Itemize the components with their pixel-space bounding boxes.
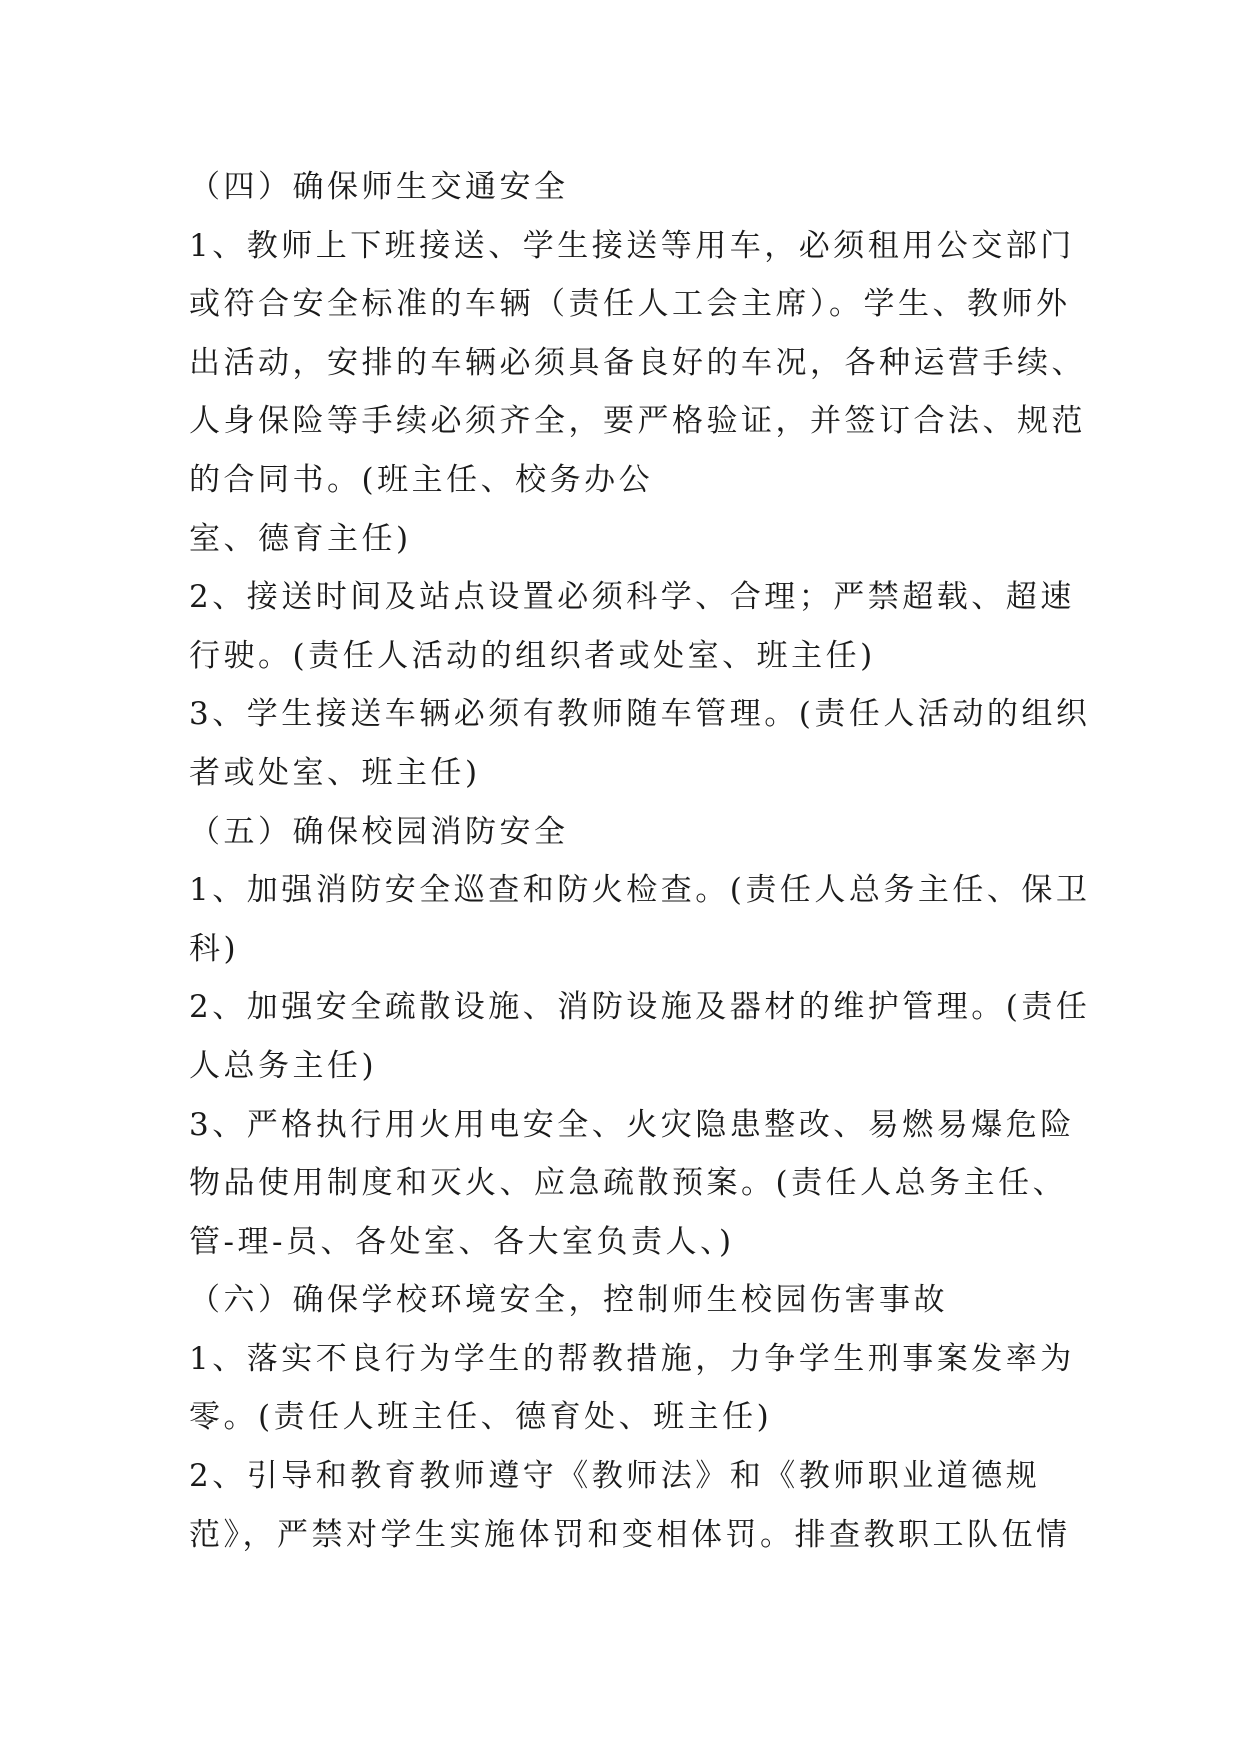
paragraph-line: 的合同书。(班主任、校务办公 (189, 461, 654, 498)
paragraph-line: 2、接送时间及站点设置必须科学、合理；严禁超载、超速 (189, 579, 1075, 616)
section-heading-environment: （六）确保学校环境安全，控制师生校园伤害事故 (189, 1282, 948, 1319)
paragraph-line: 1、加强消防安全巡查和防火检查。(责任人总务主任、保卫 (189, 872, 1091, 909)
paragraph-line: 或符合安全标准的车辆（责任人工会主席）。学生、教师外 (189, 286, 1071, 323)
paragraph-line: 出活动，安排的车辆必须具备良好的车况，各种运营手续、 (189, 344, 1086, 381)
paragraph-line: 科) (189, 930, 240, 967)
paragraph-line: 零。(责任人班主任、德育处、班主任) (189, 1399, 773, 1436)
paragraph-line: 2、引导和教育教师遵守《教师法》和《教师职业道德规 (189, 1458, 1041, 1495)
paragraph-line: 者或处室、班主任) (189, 754, 481, 791)
section-heading-traffic: （四）确保师生交通安全 (189, 169, 569, 205)
paragraph-line: 1、教师上下班接送、学生接送等用车，必须租用公交部门 (189, 227, 1075, 264)
paragraph-line: 室、德育主任) (189, 520, 412, 557)
paragraph-line: 范》，严禁对学生实施体罚和变相体罚。排查教职工队伍情 (189, 1516, 1071, 1553)
paragraph-line: 物品使用制度和灭火、应急疏散预案。(责任人总务主任、 (189, 1165, 1068, 1202)
paragraph-line: 3、学生接送车辆必须有教师随车管理。(责任人活动的组织 (189, 696, 1091, 733)
paragraph-line: 管-理-员、各处室、各大室负责人、) (189, 1223, 735, 1260)
paragraph-line: 2、加强安全疏散设施、消防设施及器材的维护管理。(责任 (189, 989, 1091, 1026)
document-body (189, 158, 1089, 1564)
paragraph-line: 行驶。(责任人活动的组织者或处室、班主任) (189, 637, 876, 674)
paragraph-line: 人总务主任) (189, 1047, 378, 1084)
section-heading-fire: （五）确保校园消防安全 (189, 813, 569, 850)
paragraph-line: 3、严格执行用火用电安全、火灾隐患整改、易燃易爆危险 (189, 1106, 1075, 1143)
paragraph-line: 人身保险等手续必须齐全，要严格验证，并签订合法、规范 (189, 403, 1086, 440)
paragraph-line: 1、落实不良行为学生的帮教措施，力争学生刑事案发率为 (189, 1340, 1075, 1377)
